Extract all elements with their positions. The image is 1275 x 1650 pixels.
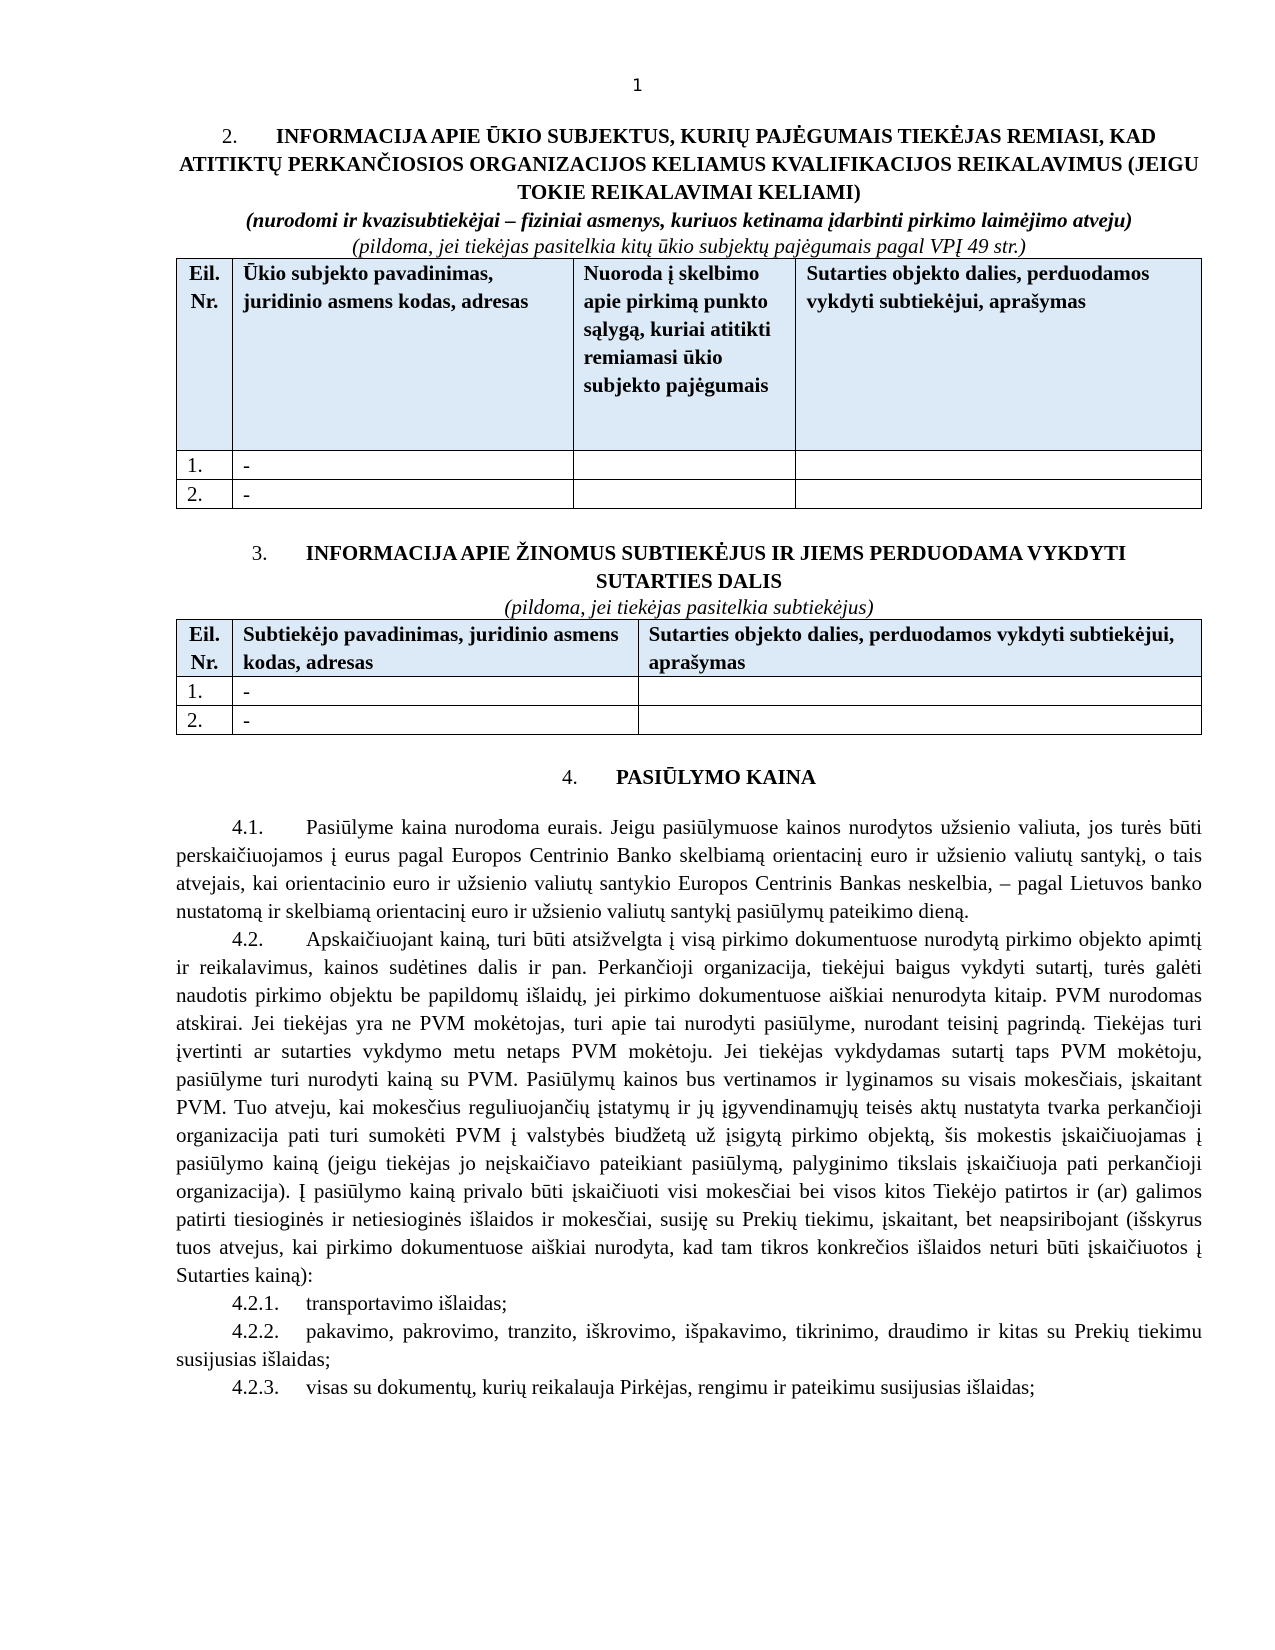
table-cell[interactable]: 1. bbox=[177, 677, 233, 706]
section-2-note: (pildoma, jei tiekėjas pasitelkia kitų ūkio subjektų pajėgumais pagal VPĮ 49 str.) bbox=[352, 234, 1026, 258]
paragraph-4-2 bbox=[176, 925, 1202, 1289]
paragraph-text: transportavimo išlaidas; bbox=[306, 1291, 508, 1315]
table-cell[interactable] bbox=[796, 451, 1202, 480]
paragraph-number: 4.2. bbox=[232, 927, 264, 951]
paragraph-text: pakavimo, pakrovimo, tranzito, iškrovimo, išpakavimo, tikrinimo, draudimo ir kitas su Prekių tiekimu susijusias išlaidas; bbox=[176, 1319, 1202, 1371]
paragraph-4-2-2 bbox=[176, 1317, 1202, 1373]
paragraph-text: Pasiūlyme kaina nurodoma eurais. Jeigu pasiūlymuose kainos nurodytos užsienio valiuta, jos turės būti perskaičiuojamos į eurus pagal Europos Centrinio Banko skelbiamą orientacinį euro ir užsienio valiutų santykį, o tais atvejais, kai orientacinio euro ir užsienio valiutų santykio Europos Centrinis Bankas neskelbia, – pagal Lietuvos banko nustatomą ir skelbiamą orientacinį euro ir užsienio valiutų santykį pasiūlymų pateikimo dieną. bbox=[176, 815, 1202, 923]
header-eil-nr: Eil. Nr. bbox=[177, 620, 233, 677]
table-header-row bbox=[177, 259, 1202, 451]
header-eil-nr: Eil. Nr. bbox=[177, 259, 233, 451]
table-cell[interactable]: 2. bbox=[177, 706, 233, 735]
section-3-number: 3. bbox=[251, 541, 268, 565]
table-cell[interactable]: - bbox=[232, 480, 573, 509]
header-subject-name: Ūkio subjekto pavadinimas, juridinio asmens kodas, adresas bbox=[232, 259, 573, 451]
paragraph-number: 4.1. bbox=[232, 815, 264, 839]
table-cell[interactable] bbox=[573, 480, 796, 509]
paragraph-4-2-3 bbox=[176, 1373, 1202, 1401]
paragraph-4-2-1 bbox=[176, 1289, 1202, 1317]
section-4-heading bbox=[176, 763, 1202, 791]
table-cell[interactable] bbox=[638, 706, 1201, 735]
section-3-title: INFORMACIJA APIE ŽINOMUS SUBTIEKĖJUS IR JIEMS PERDUODAMA VYKDYTI SUTARTIES DALIS bbox=[305, 541, 1127, 593]
header-reference: Nuoroda į skelbimo apie pirkimą punkto sąlygą, kuriai atitikti remiamasi ūkio subjekto pajėgumais bbox=[573, 259, 796, 451]
table-cell[interactable]: - bbox=[232, 706, 638, 735]
table-cell[interactable] bbox=[573, 451, 796, 480]
table-row bbox=[177, 677, 1202, 706]
section-4-body bbox=[176, 813, 1202, 1401]
section-3-note: (pildoma, jei tiekėjas pasitelkia subtiekėjus) bbox=[504, 595, 874, 619]
table-cell[interactable] bbox=[638, 677, 1201, 706]
section-3-heading bbox=[176, 539, 1202, 595]
section-2-table bbox=[176, 258, 1202, 509]
header-contract-part: Sutarties objekto dalies, perduodamos vykdyti subtiekėjui, aprašymas bbox=[796, 259, 1202, 451]
paragraph-number: 4.2.2. bbox=[232, 1319, 280, 1343]
section-3-table bbox=[176, 619, 1202, 735]
section-2-number: 2. bbox=[221, 124, 238, 148]
table-row bbox=[177, 706, 1202, 735]
table-cell[interactable]: 1. bbox=[177, 451, 233, 480]
document-body bbox=[176, 122, 1202, 1401]
section-4-number: 4. bbox=[561, 765, 578, 789]
table-cell[interactable]: - bbox=[232, 677, 638, 706]
header-subcontractor-name: Subtiekėjo pavadinimas, juridinio asmens kodas, adresas bbox=[232, 620, 638, 677]
paragraph-number: 4.2.3. bbox=[232, 1375, 280, 1399]
section-2-subtitle: (nurodomi ir kvazisubtiekėjai – fiziniai asmenys, kuriuos ketinama įdarbinti pirkimo laimėjimo atveju) bbox=[245, 208, 1133, 232]
paragraph-text: Apskaičiuojant kainą, turi būti atsižvelgta į visą pirkimo dokumentuose nurodytą pirkimo objekto apimtį ir reikalavimus, kainos sudėtines dalis ir pan. Perkančioji organizacija, tiekėjui baigus vykdyti sutartį, turės galėti naudotis pirkimo objektu be papildomų išlaidų, jei pirkimo dokumentuose aiškiai nenurodyta kitaip. PVM nurodomas atskirai. Jei tiekėjas yra ne PVM mokėtojas, turi apie tai nurodyti pasiūlyme, nurodant teisinį pagrindą. Tiekėjas turi įvertinti ar sutarties vykdymo metu netaps PVM mokėtoju. Jei tiekėjas vykdydamas sutartį taps PVM mokėtoju, pasiūlyme turi nurodyti kainą su PVM. Pasiūlymų kainos bus vertinamos ir lyginamos su visais mokesčiais, įskaitant PVM. Tuo atveju, kai mokesčius reguliuojančių įstatymų ir jų įgyvendinamųjų teisės aktų nustatyta tvarka perkančioji organizacija pati turi sumokėti PVM į valstybės biudžetą už įsigytą pirkimo objektą, šis mokestis įskaičiuojamas į pasiūlymo kainą (jeigu tiekėjas jo neįskaičiavo pateikiant pasiūlymą, palyginimo tikslais įskaičiuoja pati perkančioji organizacija). Į pasiūlymo kainą privalo būti įskaičiuoti visi mokesčiai bei visos kitos Tiekėjo patirtos ir (ar) galimos patirti tiesioginės ir netiesioginės išlaidos ir mokesčiai, susiję su Prekių tiekimu, įskaitant, bet neapsiribojant (išskyrus tuos atvejus, kai pirkimo dokumentuose aiškiai nurodyta, kad tam tikros konkrečios išlaidos neturi būti įskaičiuotos į Sutarties kainą): bbox=[176, 927, 1202, 1287]
paragraph-text: visas su dokumentų, kurių reikalauja Pirkėjas, rengimu ir pateikimu susijusias išlaidas; bbox=[306, 1375, 1036, 1399]
section-4-title: PASIŪLYMO KAINA bbox=[615, 765, 817, 789]
paragraph-number: 4.2.1. bbox=[232, 1291, 280, 1315]
section-2-heading bbox=[176, 122, 1202, 206]
page-number: 1 bbox=[632, 76, 643, 96]
table-cell[interactable]: - bbox=[232, 451, 573, 480]
header-contract-part: Sutarties objekto dalies, perduodamos vykdyti subtiekėjui, aprašymas bbox=[638, 620, 1201, 677]
table-cell[interactable] bbox=[796, 480, 1202, 509]
table-header-row bbox=[177, 620, 1202, 677]
table-row bbox=[177, 480, 1202, 509]
table-cell[interactable]: 2. bbox=[177, 480, 233, 509]
paragraph-4-1 bbox=[176, 813, 1202, 925]
section-2-title: INFORMACIJA APIE ŪKIO SUBJEKTUS, KURIŲ PAJĖGUMAIS TIEKĖJAS REMIASI, KAD ATITIKTŲ PERKANČIOSIOS ORGANIZACIJOS KELIAMUS KVALIFIKACIJOS REIKALAVIMUS (JEIGU TOKIE REIKALAVIMAI KELIAMI) bbox=[179, 124, 1199, 204]
table-row bbox=[177, 451, 1202, 480]
